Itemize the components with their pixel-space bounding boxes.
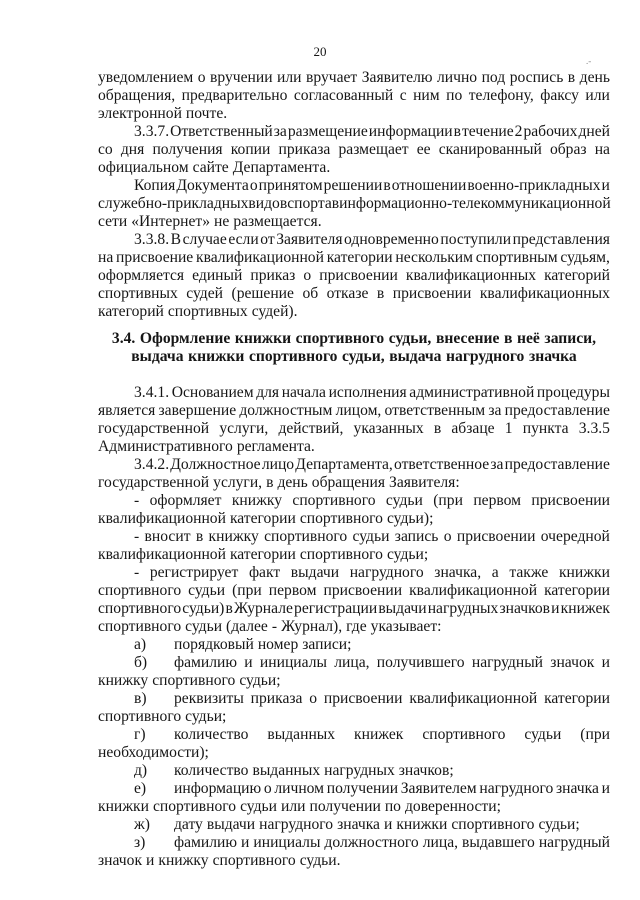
paragraph-line: книжки спортивного судьи или получении по доверенности; [98,798,501,815]
list-marker: в) [134,690,147,707]
paragraph-line: обращения, предварительно согласованный с ним по телефону, факсу или [98,87,610,104]
paragraph-line: 3.4.1. Основанием для начала исполнения административной процедуры [134,384,610,401]
paragraph-line: спортивного судьи (при первом присвоении квалификационной категории [98,582,610,599]
list-marker: а) [134,636,147,653]
list-marker: ж) [134,816,150,833]
paragraph-line: значок и книжку спортивного судьи. [98,852,341,869]
list-marker: г) [134,726,146,743]
paragraph-line: служебно-прикладных видов спорта в информационно-телекоммуникационной [98,195,611,212]
list-marker: д) [134,762,148,779]
paragraph-line: спортивного судьи) в Журнале регистрации выдачи нагрудных значков и книжек [98,600,610,617]
list-marker: б) [134,654,148,671]
paragraph-line: - регистрирует факт выдачи нагрудного значка, а также книжки [134,564,610,581]
paragraph-line: 3.4.2. Должностное лицо Департамента, ответственное за предоставление [134,456,610,473]
paragraph-line: квалификационной категории спортивного судьи); [98,510,434,527]
section-heading-line: 3.4. Оформление книжки спортивного судьи, внесение в неё записи, [111,330,597,347]
list-marker: е) [134,780,147,797]
paragraph-line: государственной услуги, действий, указанных в абзаце 1 пункта 3.3.5 [98,420,610,437]
paragraph-line: на присвоение квалификационной категории нескольким спортивным судьям, [98,249,610,266]
paragraph-line: является завершение должностным лицом, ответственным за предоставление [98,402,610,419]
paragraph-line: официальном сайте Департамента. [98,159,331,176]
scan-mark: .- [586,56,592,66]
document-page: 20 .- уведомлением о вручении или вручает Заявителю лично под роспись в день обращения, предварительно согласованный с ним по телефону, факсу или электронной почте. 3.3.7. Ответственный за размещение информации в течение 2 рабочих дней со дня получения копии приказа размещает ее сканированный образ на официальном сайте Департамента. Копия Документа о принятом решении в отношении военно-прикладных и служебно-прикладных видов спорта в информационно-телекоммуникационной сети «Интернет» не размещается. 3.3.8. В случае если от Заявителя одновременно поступили представления на присвоение квалификационной категории нескольким спортивным судьям, оформляется единый приказ о присвоении квалификационных категорий спортивных судей (решение об отказе в присвоении квалификационных категорий спортивных судей). 3.4. Оформление книжки спортивного судьи, внесение в неё записи, выдача книжки спортивного судьи, выдача нагрудного значка 3.4.1. Основанием для начала исполнения административной процедуры является завершение должностным лицом, ответственным за предоставление государственной услуги, действий, указанных в абзаце 1 пункта 3.3.5 Административного регламента. 3.4.2. Должностное лицо Департамента, ответственное за предоставление государственной услуги, в день обращения Заявителя: - оформляет книжку спортивного судьи (при первом присвоении квалификационной категории спортивного судьи); - вносит в книжку спортивного судьи запись о присвоении очередной квалификационной категории спортивного судьи; - регистрирует факт выдачи нагрудного значка, а также книжки спортивного судьи (при первом присвоении квалификационной категории спортивного судьи) в Журнале регистрации выдачи нагрудных значков и книжек спортивного судьи (далее - Журнал), где указывает: а) порядковый номер записи; б) фамилию и инициалы лица, получившего нагрудный значок и книжку спортивного судьи; в) реквизиты приказа о присвоении квалификационной категории спортивного судьи; г) количество выданных книжек спортивного судьи (при необходимости); д) количество выданных нагрудных значков; е) информацию о личном получении Заявителем нагрудного значка и книжки спортивного судьи или получении по доверенности; ж) дату выдачи нагрудного значка и книжки спортивного судьи; з) фамилию и инициалы должностного лица, выдавшего нагрудный значок и книжку спортивного судьи. [0,0,640,900]
paragraph-line: 3.3.8. В случае если от Заявителя одновременно поступили представления [134,231,610,248]
paragraph-line: квалификационной категории спортивного судьи; [98,546,429,563]
paragraph-line: электронной почте. [98,105,228,122]
paragraph-line: государственной услуги, в день обращения Заявителя: [98,474,460,491]
paragraph-line: категорий спортивных судей). [98,303,298,320]
paragraph-line: - вносит в книжку спортивного судьи запись о присвоении очередной [134,528,610,545]
paragraph-line: необходимости); [98,744,209,761]
paragraph-line: Копия Документа о принятом решении в отношении военно-прикладных и [134,177,610,194]
paragraph-line: со дня получения копии приказа размещает ее сканированный образ на [98,141,610,158]
paragraph-line: сети «Интернет» не размещается. [98,213,322,230]
section-heading-line: выдача книжки спортивного судьи, выдача нагрудного значка [131,348,577,365]
paragraph-line: уведомлением о вручении или вручает Заявителю лично под роспись в день [98,69,610,86]
paragraph-line: книжку спортивного судьи; [98,672,281,689]
paragraph-line: - оформляет книжку спортивного судьи (при первом присвоении [134,492,610,509]
paragraph-line: спортивных судей (решение об отказе в присвоении квалификационных [98,285,610,302]
paragraph-line: оформляется единый приказ о присвоении квалификационных категорий [98,267,610,284]
paragraph-line: спортивного судьи (далее - Журнал), где указывает: [98,618,442,635]
paragraph-line: спортивного судьи; [98,708,227,725]
list-marker: з) [134,834,146,851]
page-number: 20 [313,44,327,59]
paragraph-line: 3.3.7. Ответственный за размещение информации в течение 2 рабочих дней [134,123,610,140]
paragraph-line: Административного регламента. [98,438,315,455]
